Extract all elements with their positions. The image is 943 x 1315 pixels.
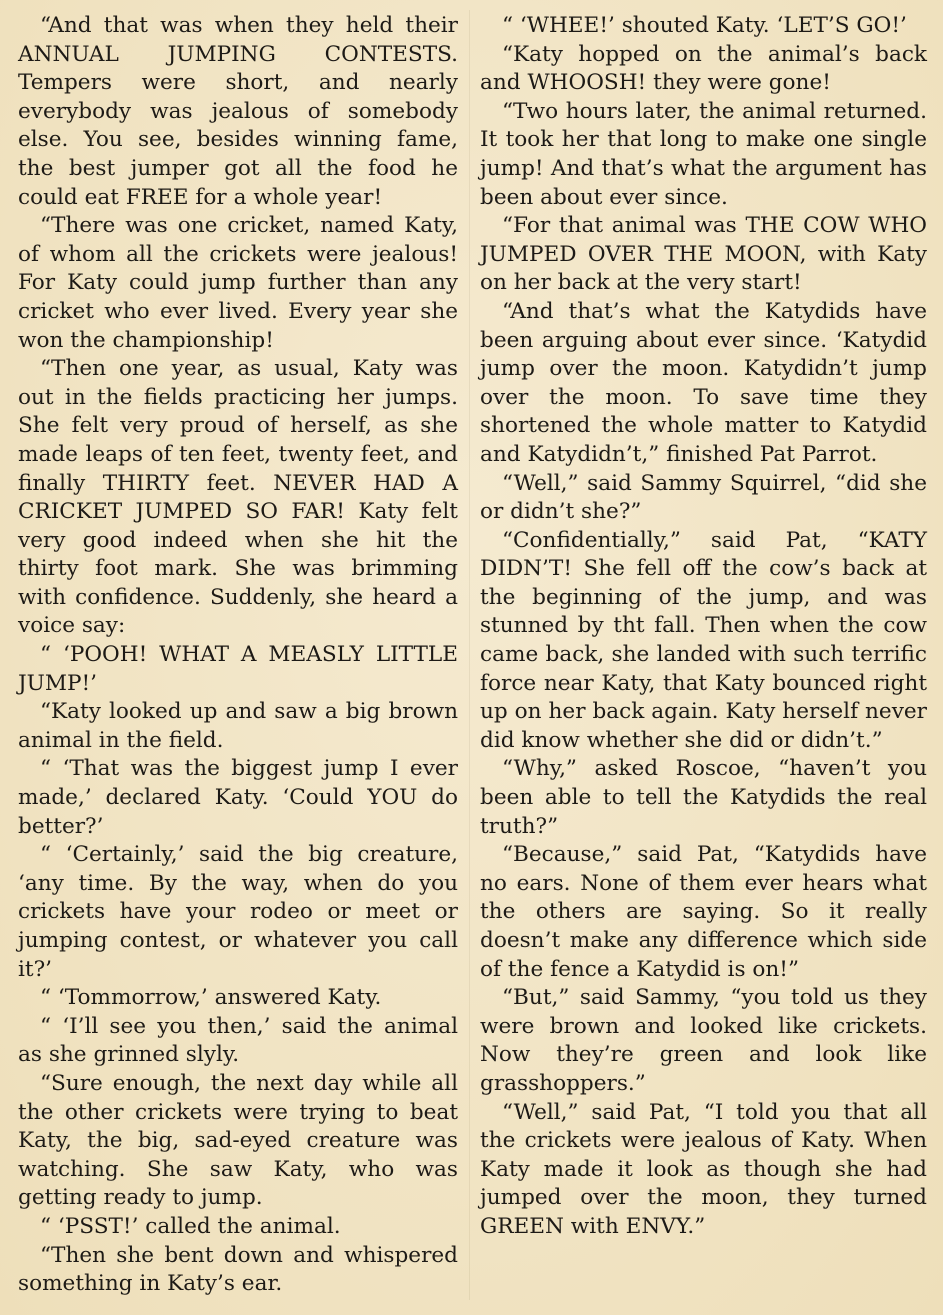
paragraph: “Sure enough, the next day while all the other crickets were trying to beat Katy, the big, sad-eyed creature was watching. She saw Katy, who was getting ready to jump. — [18, 1070, 458, 1211]
right-column — [480, 12, 927, 1315]
paragraph: “ ‘I’ll see you then,’ said the animal as she grinned slyly. — [18, 1013, 458, 1068]
paragraph: “Then one year, as usual, Katy was out in the fields practicing her jumps. She felt very proud of herself, as she made leaps of ten feet, twenty feet, and finally THIRTY feet. NEVER HAD A CRICKET JUMPED SO FAR! Katy felt very good indeed when she hit the thirty foot mark. She was brimming with confidence. Suddenly, she heard a voice say: — [18, 356, 458, 639]
paragraph: “Because,” said Pat, “Katydids have no ears. None of them ever hears what the others are saying. So it really doesn’t make any difference which side of the fence a Katydid is on!” — [480, 842, 927, 982]
paragraph: “Two hours later, the animal returned. It took her that long to make one single jump! And that’s what the argument has been about ever since. — [480, 98, 927, 210]
paragraph: “Katy looked up and saw a big brown animal in the field. — [18, 699, 458, 753]
paragraph: “And that’s what the Katydids have been arguing about ever since. ‘Katydid jump over the moon. Katydidn’t jump over the moon. To save time they shortened the whole matter to Katydid and Katydidn’t,” finished Pat Parrot. — [480, 298, 927, 467]
paragraph: “There was one cricket, named Katy, of whom all the crickets were jealous! For Katy could jump further than any cricket who ever lived. Every year she won the championship! — [18, 213, 458, 353]
paragraph: “Then she bent down and whispered something in Katy’s ear. — [18, 1242, 458, 1297]
paragraph: “For that animal was THE COW WHO JUMPED OVER THE MOON, with Katy on her back at the very start! — [480, 213, 927, 296]
paragraph: “Well,” said Pat, “I told you that all the crickets were jealous of Katy. When Katy made it look as though she had jumped over the moon, they turned GREEN with ENVY.” — [480, 1099, 927, 1239]
column-gutter — [469, 10, 470, 1300]
paragraph: “Confidentially,” said Pat, “KATY DIDN’T! She fell off the cow’s back at the beginning of the jump, and was stunned by tht fall. Then when the cow came back, she landed with such terrific force near Katy, that Katy bounced right up on her back again. Katy herself never did know whether she did or didn’t.” — [480, 527, 927, 753]
paragraph: “ ‘POOH! WHAT A MEASLY LITTLE JUMP!’ — [18, 642, 458, 696]
paragraph: “Katy hopped on the animal’s back and WHOOSH! they were gone! — [480, 41, 927, 96]
left-column — [18, 12, 458, 1315]
paragraph: “ ‘WHEE!’ shouted Katy. ‘LET’S GO!’ — [502, 13, 907, 38]
paragraph: “Well,” said Sammy Squirrel, “did she or didn’t she?” — [480, 470, 927, 525]
paragraph: “ ‘Tommorrow,’ answered Katy. — [40, 985, 382, 1011]
paragraph: “But,” said Sammy, “you told us they were brown and looked like crickets. Now they’re green and look like grasshoppers.” — [480, 985, 927, 1096]
paragraph: “And that was when they held their ANNUAL JUMPING CONTESTS. Tempers were short, and nearly everybody was jealous of somebody else. You see, besides winning fame, the best jumper got all the food he could eat FREE for a whole year! — [18, 13, 458, 210]
paragraph: “ ‘PSST!’ called the animal. — [40, 1213, 341, 1239]
paragraph: “ ‘That was the biggest jump I ever made,’ declared Katy. ‘Could YOU do better?’ — [18, 756, 458, 839]
paragraph: “Why,” asked Roscoe, “haven’t you been able to tell the Katydids the real truth?” — [480, 756, 927, 839]
paragraph: “ ‘Certainly,’ said the big creature, ‘any time. By the way, when do you crickets have your rodeo or meet or jumping contest, or whatever you call it?’ — [18, 842, 458, 982]
